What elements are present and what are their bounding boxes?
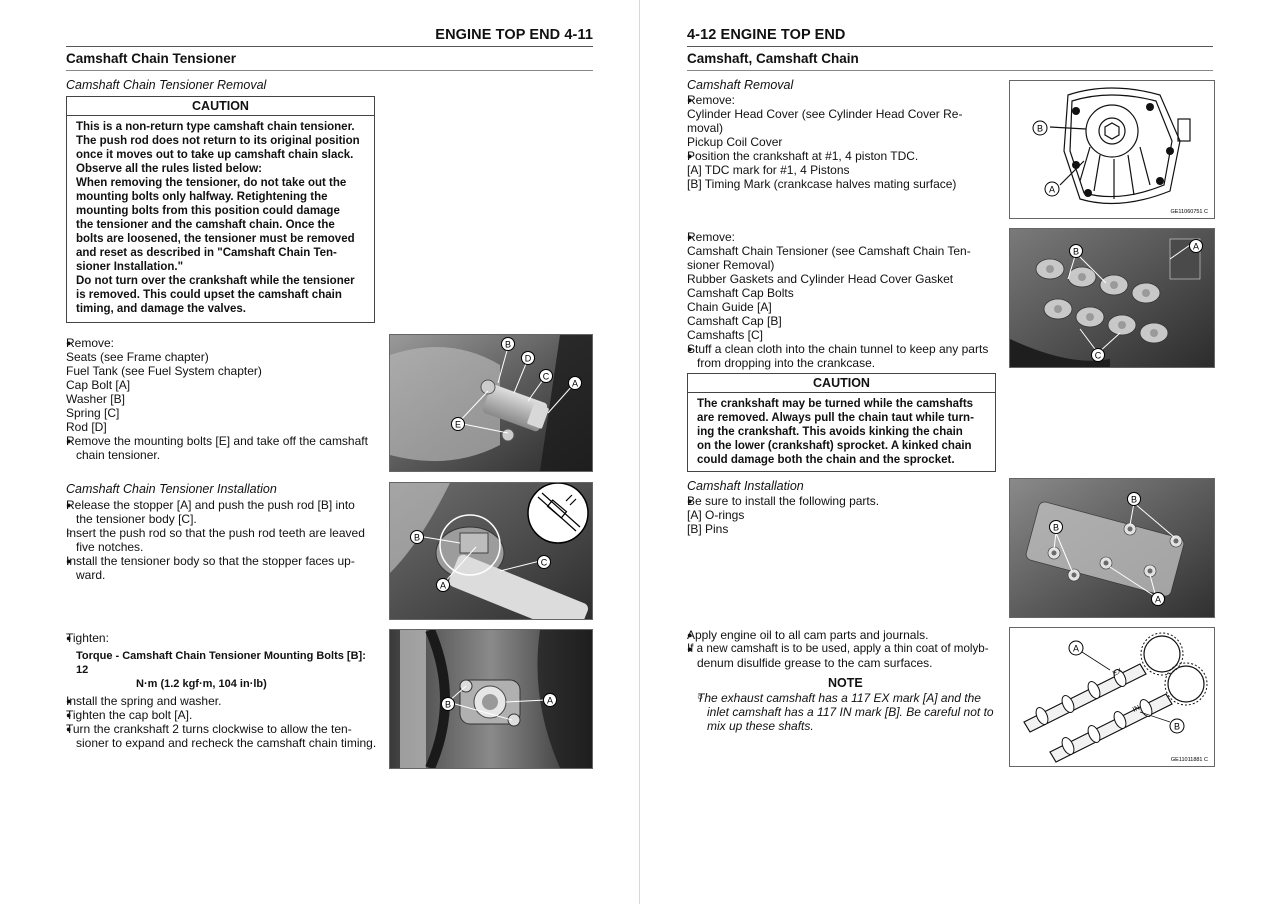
callout-a: A [571,378,579,389]
callout-a: A [439,580,447,591]
section-title: Camshaft Chain Tensioner [66,51,237,66]
tighten-steps: ● Tighten: Torque - Camshaft Chain Tensioner Mounting Bolts [B]: 12 N·m (1.2 kgf·m, 104 in·lb) ● Install the spring and washer. ● Tighten the cap bolt [A]. ● Turn the crankshaft 2 turns clockwise to allow the ten- sioner to expand and recheck the camshaft chain timing. [66,631,378,750]
torque-spec: Torque - Camshaft Chain Tensioner Mounting Bolts [B]: 12 [76,650,366,676]
note-title: NOTE [828,676,863,690]
tensioner-tighten-photo [389,629,593,769]
callout-b: B [413,532,421,543]
caution-box [687,373,996,472]
figure-code: GE11011881 C [1170,757,1208,763]
camshaft-marks-diagram [1009,627,1215,767]
removal-title: Camshaft Removal [687,78,794,92]
header-rule [66,46,593,47]
tensioner-installation-photo [389,482,593,620]
caution-body: The crankshaft may be turned while the camshafts are removed. Always pull the chain taut while turn- ing the crankshaft. This avoids kinking the chain on the lower (crankshaft) sprocket. A kinked chain could damage both the chain and the sprocket. [697,398,974,466]
timing-mark-diagram [1009,80,1215,219]
callout-a: A [1048,184,1056,195]
callout-b: B [1036,123,1044,134]
right-page [641,0,1280,904]
figure-code: GE11060751 C [1170,209,1208,215]
callout-a: A [1154,594,1162,605]
removal-steps: ● Remove: Seats (see Frame chapter) Fuel Tank (see Fuel System chapter) Cap Bolt [A] Washer [B] Spring [C] Rod [D] ● Remove the mounting bolts [E] and take off the camshaft chain tensioner. [66,336,376,462]
callout-b: B [1173,721,1181,732]
section-rule [687,70,1213,71]
callout-c: C [542,371,550,382]
callout-b: B [444,699,452,710]
caution-body: This is a non-return type camshaft chain tensioner. The push rod does not return to its original position once it moves out to take up camshaft chain slack. Observe all the rules listed below: When removing the tensioner, do not take out the mounting bolts only halfway. Retightening the mounting bolts from this position could damage the tensioner and the camshaft chain. Once the bolts are loosened, the tensioner must be removed and reset as described in "Camshaft Chain Ten- sioner Installation." Do not turn over the crankshaft while the tensioner is removed. This could upset the camshaft chain timing, and damage the valves. [76,121,360,315]
caution-box [66,96,375,323]
callout-a: A [1192,241,1200,252]
page-header: ENGINE TOP END 4-11 [435,27,593,43]
callout-a: A [546,695,554,706]
in-mark: IN [1131,704,1142,714]
callout-e: E [454,419,462,430]
callout-c: C [540,557,548,568]
tensioner-removal-photo [389,334,593,472]
caution-title: CAUTION [688,374,995,393]
removal-title: Camshaft Chain Tensioner Removal [66,78,267,92]
installation-title: Camshaft Installation [687,479,804,493]
callout-b: B [1052,522,1060,533]
callout-c: C [1094,350,1102,361]
callout-a: A [1072,643,1080,654]
callout-b: B [1072,246,1080,257]
section-rule [66,70,593,71]
callout-d: D [524,353,532,364]
ex-mark: EX [1111,667,1124,678]
callout-b: B [1130,494,1138,505]
installation-steps: ● Release the stopper [A] and push the push rod [B] into the tensioner body [C]. ○ Insert the push rod so that the push rod teeth are leaved five notches. ● Install the tensioner body so that the stopper faces up- ward. [66,498,374,582]
note-body: ○ The exhaust camshaft has a 117 EX mark [A] and the inlet camshaft has a 117 IN mark [B]. Be careful not to mix up these shafts. [697,691,997,733]
oil-steps: ● Apply engine oil to all cam parts and journals. ● If a new camshaft is to be used, apply a thin coat of molyb- denum disulfide grease to the cam surfaces. [687,628,997,670]
callout-b: B [504,339,512,350]
section-title: Camshaft, Camshaft Chain [687,51,859,66]
camshaft-installation-photo [1009,478,1215,618]
camshaft-removal-photo [1009,228,1215,368]
caution-title: CAUTION [67,97,374,116]
page-header: 4-12 ENGINE TOP END [687,27,846,43]
installation-title: Camshaft Chain Tensioner Installation [66,482,277,496]
removal-step-2: ● Remove: Camshaft Chain Tensioner (see Camshaft Chain Ten- sioner Removal) Rubber Gaskets and Cylinder Head Cover Gasket Camshaft Cap Bolts Chain Guide [A] Camshaft Cap [B] Camshafts [C] ● Stuff a clean cloth into the chain tunnel to keep any parts from dropping into the crankcase. [687,230,997,370]
installation-steps: ● Be sure to install the following parts. [A] O-rings [B] Pins [687,494,997,536]
header-rule [687,46,1213,47]
removal-step-1: ● Remove: Cylinder Head Cover (see Cylinder Head Cover Re- moval) Pickup Coil Cover ● Position the crankshaft at #1, 4 piston TDC. [A] TDC mark for #1, 4 Pistons [B] Timing Mark (crankcase halves mating surface) [687,93,995,191]
